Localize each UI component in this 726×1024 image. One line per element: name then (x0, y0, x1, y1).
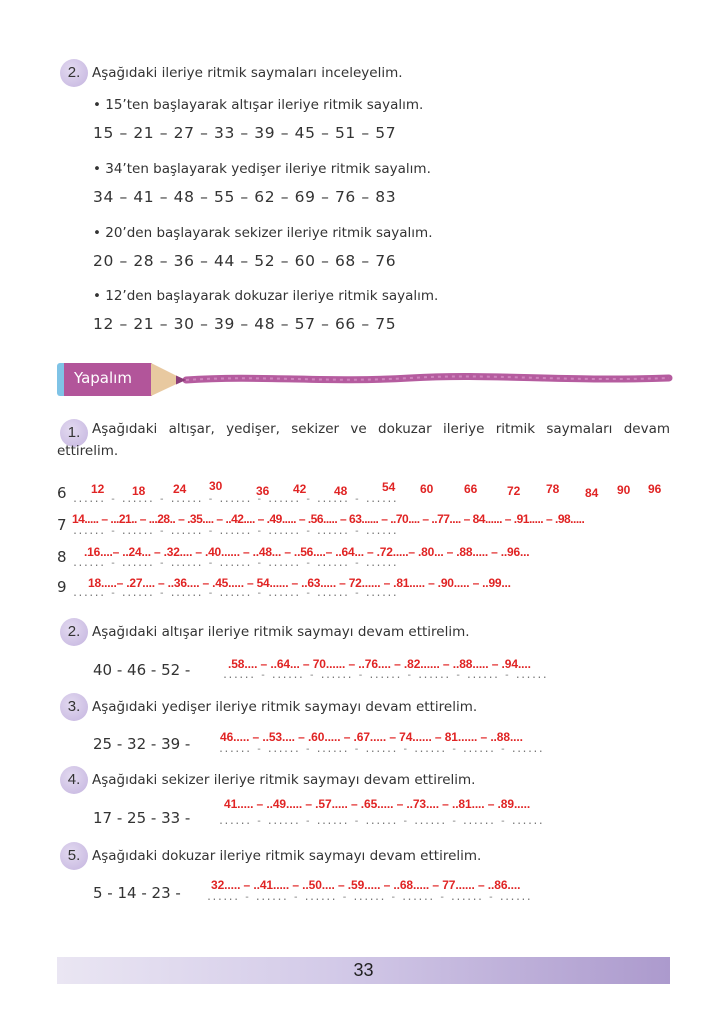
exercise-answers: 32..... – ..41..... – ..50.... – .59..... – ..68..... – 77...... – ..86.... (211, 878, 521, 892)
row-start: 6 (57, 484, 67, 502)
exercise-badge (60, 693, 88, 721)
answer-value: 24 (173, 482, 187, 496)
blank-dots: ...... - ...... - ...... - ...... - ...... - ...... - ...... (72, 558, 398, 569)
answer-value: 84 (585, 486, 599, 500)
answer-value: 18 (132, 484, 146, 498)
example-sequence: 15 – 21 – 27 – 33 – 39 – 45 – 51 – 57 (93, 124, 397, 142)
blank-dots: ...... - ...... - ...... - ...... - ...... - ...... - ...... (72, 526, 398, 537)
answer-value: 96 (648, 482, 662, 496)
exercise-number: 4. (67, 771, 81, 788)
exercise-answers: 46..... – ..53.... – .60..... – .67..... – 74...... – 81...... – ..88.... (220, 730, 523, 744)
blank-dots: ...... - ...... - ...... - ...... - ...... - ...... - ...... (72, 494, 398, 505)
row-9-answers: 18.....– .27.... – ..36.... – .45..... – 54...... – ..63..... – 72...... – .81..... – .90..... – ..99... (88, 576, 511, 590)
blank-dots: ...... - ...... - ...... - ...... - ...... - ...... - ...... (218, 744, 544, 755)
row-7-answers: 14..... – ...21.. – ...28.. – .35.... – ..42.... – .49..... – .56..... – 63...... – ..70.... – ..77.... – 84...... – .91..... – .98..... (72, 512, 585, 526)
exercise-instruction: Aşağıdaki dokuzar ileriye ritmik saymayı devam ettirelim. (92, 848, 482, 864)
example-sequence: 12 – 21 – 30 – 39 – 48 – 57 – 66 – 75 (93, 315, 397, 333)
exercise-badge (60, 842, 88, 870)
answer-value: 90 (617, 483, 631, 497)
exercise-answers: 41..... – ..49..... – .57..... – .65..... – ..73.... – ..81.... – .89..... (224, 797, 531, 811)
example-bullet: • 34’ten başlayarak yedişer ileriye ritmik sayalım. (93, 161, 431, 177)
exercise-number: 3. (67, 698, 81, 715)
row-start: 7 (57, 516, 67, 534)
row-start: 9 (57, 578, 67, 596)
yapalim-label: Yapalım (74, 369, 132, 387)
answer-value: 78 (546, 482, 560, 496)
exercise-number: 5. (67, 847, 81, 864)
answer-value: 42 (293, 482, 307, 496)
answer-value: 54 (382, 480, 396, 494)
given-numbers: 25 - 32 - 39 - (93, 735, 191, 753)
exercise-number: 2. (67, 623, 81, 640)
example-bullet: • 12’den başlayarak dokuzar ileriye ritmik sayalım. (93, 288, 439, 304)
question-number: 2. (67, 64, 81, 81)
exercise-instruction: Aşağıdaki altışar ileriye ritmik saymayı devam ettirelim. (92, 624, 470, 640)
exercise-answers: .58.... – ..64... – 70...... – ..76.... – .82...... – ..88..... – .94.... (228, 657, 531, 671)
footer-bar (57, 957, 670, 984)
exercise-badge (60, 766, 88, 794)
given-numbers: 17 - 25 - 33 - (93, 809, 191, 827)
answer-value: 12 (91, 482, 105, 496)
question-badge (60, 59, 88, 87)
given-numbers: 5 - 14 - 23 - (93, 884, 181, 902)
exercise-instruction: Aşağıdaki sekizer ileriye ritmik saymayı devam ettirelim. (92, 772, 476, 788)
blank-dots: ...... - ...... - ...... - ...... - ...... - ...... - ...... (218, 816, 544, 827)
answer-value: 72 (507, 484, 521, 498)
answer-value: 60 (420, 482, 434, 496)
row-start: 8 (57, 548, 67, 566)
exercise-instruction: Aşağıdaki yedişer ileriye ritmik saymayı devam ettirelim. (92, 699, 478, 715)
example-bullet: • 15’ten başlayarak altışar ileriye ritmik sayalım. (93, 97, 424, 113)
answer-value: 30 (209, 479, 223, 493)
exercise-text: Aşağıdaki altışar, yedişer, sekizer ve dokuzar ileriye ritmik saymaları devam ettirelim. (57, 421, 670, 459)
answer-value: 66 (464, 482, 478, 496)
blank-dots: ...... - ...... - ...... - ...... - ...... - ...... - ...... (72, 588, 398, 599)
section-heading: Aşağıdaki ileriye ritmik saymaları inceleyelim. (92, 65, 403, 81)
exercise-instruction (57, 418, 670, 462)
example-sequence: 34 – 41 – 48 – 55 – 62 – 69 – 76 – 83 (93, 188, 397, 206)
page-number: 33 (353, 960, 374, 980)
exercise-number: 1. (67, 424, 81, 441)
given-numbers: 40 - 46 - 52 - (93, 661, 191, 679)
blank-dots: ...... - ...... - ...... - ...... - ...... - ...... - ...... (206, 892, 532, 903)
example-sequence: 20 – 28 – 36 – 44 – 52 – 60 – 68 – 76 (93, 252, 397, 270)
exercise-badge (60, 618, 88, 646)
row-8-answers: .16....– ..24... – .32.... – .40...... – ..48... – ..56....– ..64... – .72.....– .80... – .88..... – ..96... (84, 545, 530, 559)
answer-value: 36 (256, 484, 270, 498)
answer-value: 48 (334, 484, 348, 498)
blank-dots: ...... - ...... - ...... - ...... - ...... - ...... - ...... (222, 670, 548, 681)
example-bullet: • 20’den başlayarak sekizer ileriye ritmik sayalım. (93, 225, 433, 241)
